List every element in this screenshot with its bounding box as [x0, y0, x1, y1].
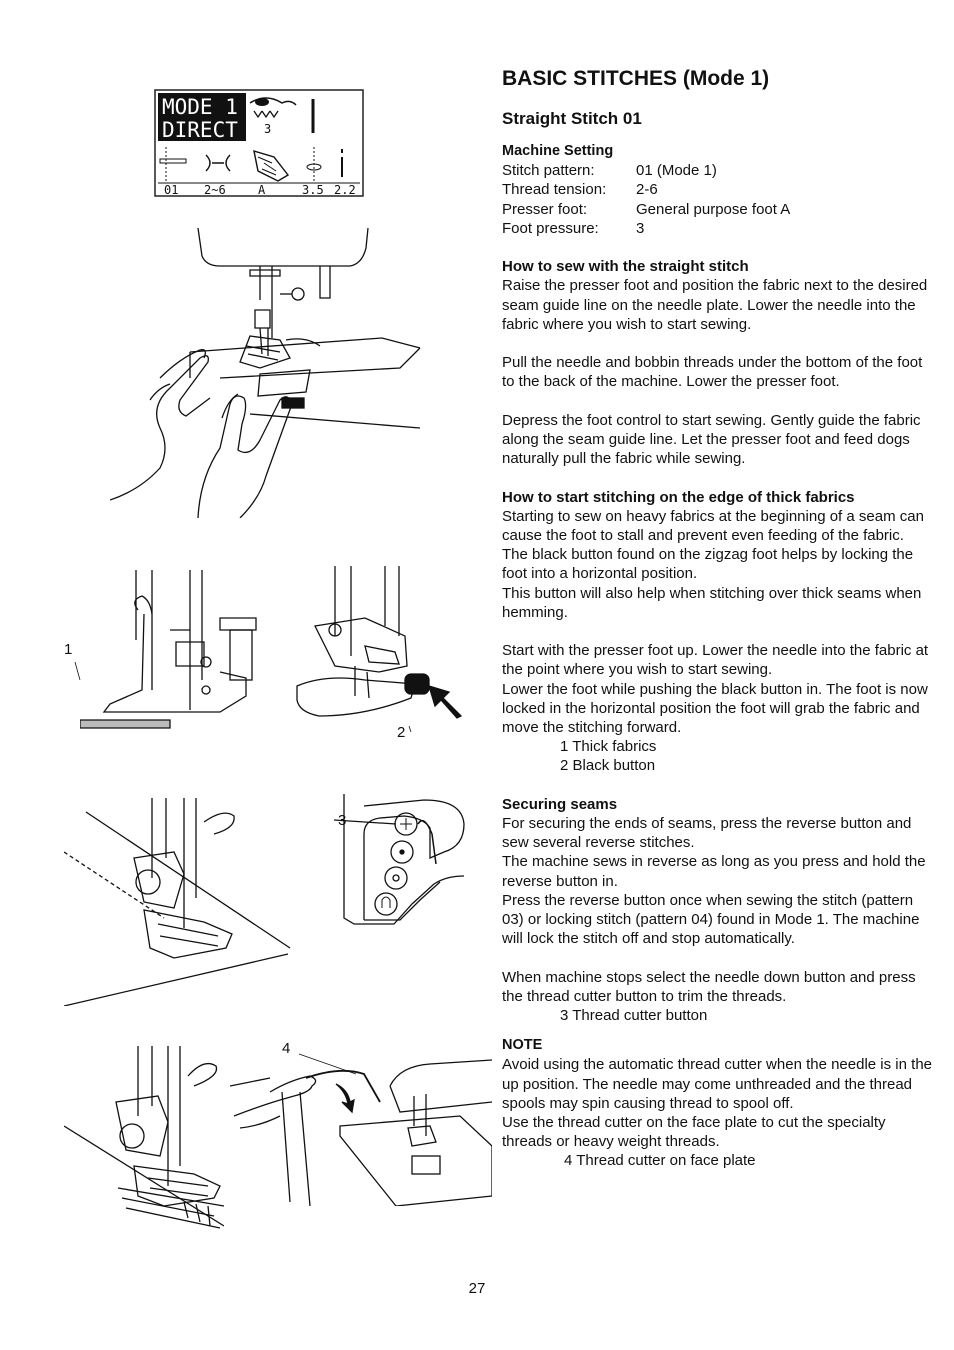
- legend-item-2: 2 Black button: [560, 757, 656, 775]
- securing-paragraph-1: For securing the ends of seams, press the reverse button and sew several reverse stitches.: [502, 815, 912, 852]
- setting-label: Stitch pattern:: [502, 162, 595, 180]
- callout-leader-lines: [0, 0, 480, 1100]
- legend-item-1: 1 Thick fabrics: [560, 738, 657, 756]
- securing-paragraph-2: The machine sews in reverse as long as you press and hold the reverse button in.: [502, 853, 926, 890]
- legend-item-4: 4 Thread cutter on face plate: [564, 1152, 756, 1170]
- note-paragraph-2: Use the thread cutter on the face plate to cut the specialty threads or heavy weight threads.: [502, 1114, 886, 1151]
- text-column: [502, 60, 932, 1171]
- setting-row-tension: [502, 180, 932, 199]
- securing-paragraph-4: When machine stops select the needle down button and press the thread cutter button to trim the threads.: [502, 968, 916, 1005]
- thick-fabrics-paragraph-1: Starting to sew on heavy fabrics at the beginning of a seam can cause the foot to stall and prevent even feeding of the fabric. The black button found on the zigzag foot helps by locking the foot into a horizontal position.: [502, 507, 924, 583]
- machine-setting-heading: Machine Setting: [502, 143, 614, 159]
- lcd-pressure-text: 3: [264, 122, 272, 136]
- thick-fabrics-paragraph-4: Lower the foot while pushing the black button in. The foot is now locked in the horizontal position the foot will grab the fabric and move the stitching forward.: [502, 680, 928, 737]
- securing-paragraph-3: Press the reverse button once when sewing the stitch (pattern 03) or locking stitch (pattern 04) found in Mode 1. The machine will lock the stitch off and stop automatically.: [502, 891, 920, 948]
- callout-3: 3: [338, 812, 347, 829]
- setting-label: Presser foot:: [502, 200, 588, 218]
- lcd-mode-text: MODE 1: [162, 95, 238, 119]
- note-paragraph-1: Avoid using the automatic thread cutter when the needle is in the up position. The needle may come unthreaded and the thread spools may spin causing thread to spool off.: [502, 1056, 932, 1112]
- thick-fabrics-paragraph-3: Start with the presser foot up. Lower the needle into the fabric at the point where you wish to start sewing.: [502, 642, 929, 679]
- page-number: 27: [468, 1280, 486, 1297]
- how-to-sew-paragraph-1: Raise the presser foot and position the fabric next to the desired seam guide line on the needle plate. Lower the needle into the fabric where you wish to start sewing.: [502, 277, 928, 333]
- callout-2: 2: [397, 724, 406, 741]
- section-subtitle: Straight Stitch 01: [502, 109, 642, 128]
- callout-4: 4: [282, 1040, 291, 1057]
- setting-value: 2-6: [636, 181, 658, 199]
- securing-seams-heading: Securing seams: [502, 795, 618, 813]
- setting-row-foot: [502, 200, 932, 219]
- setting-value: 01 (Mode 1): [636, 162, 717, 180]
- setting-label: Foot pressure:: [502, 219, 599, 237]
- how-to-sew-paragraph-3: Depress the foot control to start sewing. Gently guide the fabric along the seam guide line. Let the presser foot and feed dogs naturally pull the fabric while sewing.: [502, 411, 921, 468]
- page-title: BASIC STITCHES (Mode 1): [502, 67, 770, 90]
- thick-fabrics-heading: How to start stitching on the edge of thick fabrics: [502, 488, 855, 506]
- lcd-tension-value: 2~6: [204, 183, 226, 197]
- lcd-pattern-value: 01: [164, 183, 179, 197]
- setting-row-pattern: [502, 161, 932, 180]
- note-heading: NOTE: [502, 1037, 543, 1054]
- setting-row-pressure: [502, 219, 932, 238]
- legend-item-3: 3 Thread cutter button: [560, 1007, 708, 1025]
- lcd-foot-value: A: [258, 183, 266, 197]
- setting-value: General purpose foot A: [636, 200, 791, 218]
- how-to-sew-paragraph-2: Pull the needle and bobbin threads under the bottom of the foot to the back of the machine. Lower the presser foot.: [502, 354, 923, 391]
- lcd-width-value: 2.2: [334, 183, 356, 197]
- how-to-sew-heading: How to sew with the straight stitch: [502, 258, 749, 276]
- setting-value: 3: [636, 219, 645, 237]
- setting-label: Thread tension:: [502, 181, 607, 199]
- lcd-direct-text: DIRECT: [162, 118, 238, 142]
- callout-1: 1: [64, 641, 73, 658]
- thick-fabrics-paragraph-2: This button will also help when stitching over thick seams when hemming.: [502, 584, 922, 621]
- lcd-length-value: 3.5: [302, 183, 324, 197]
